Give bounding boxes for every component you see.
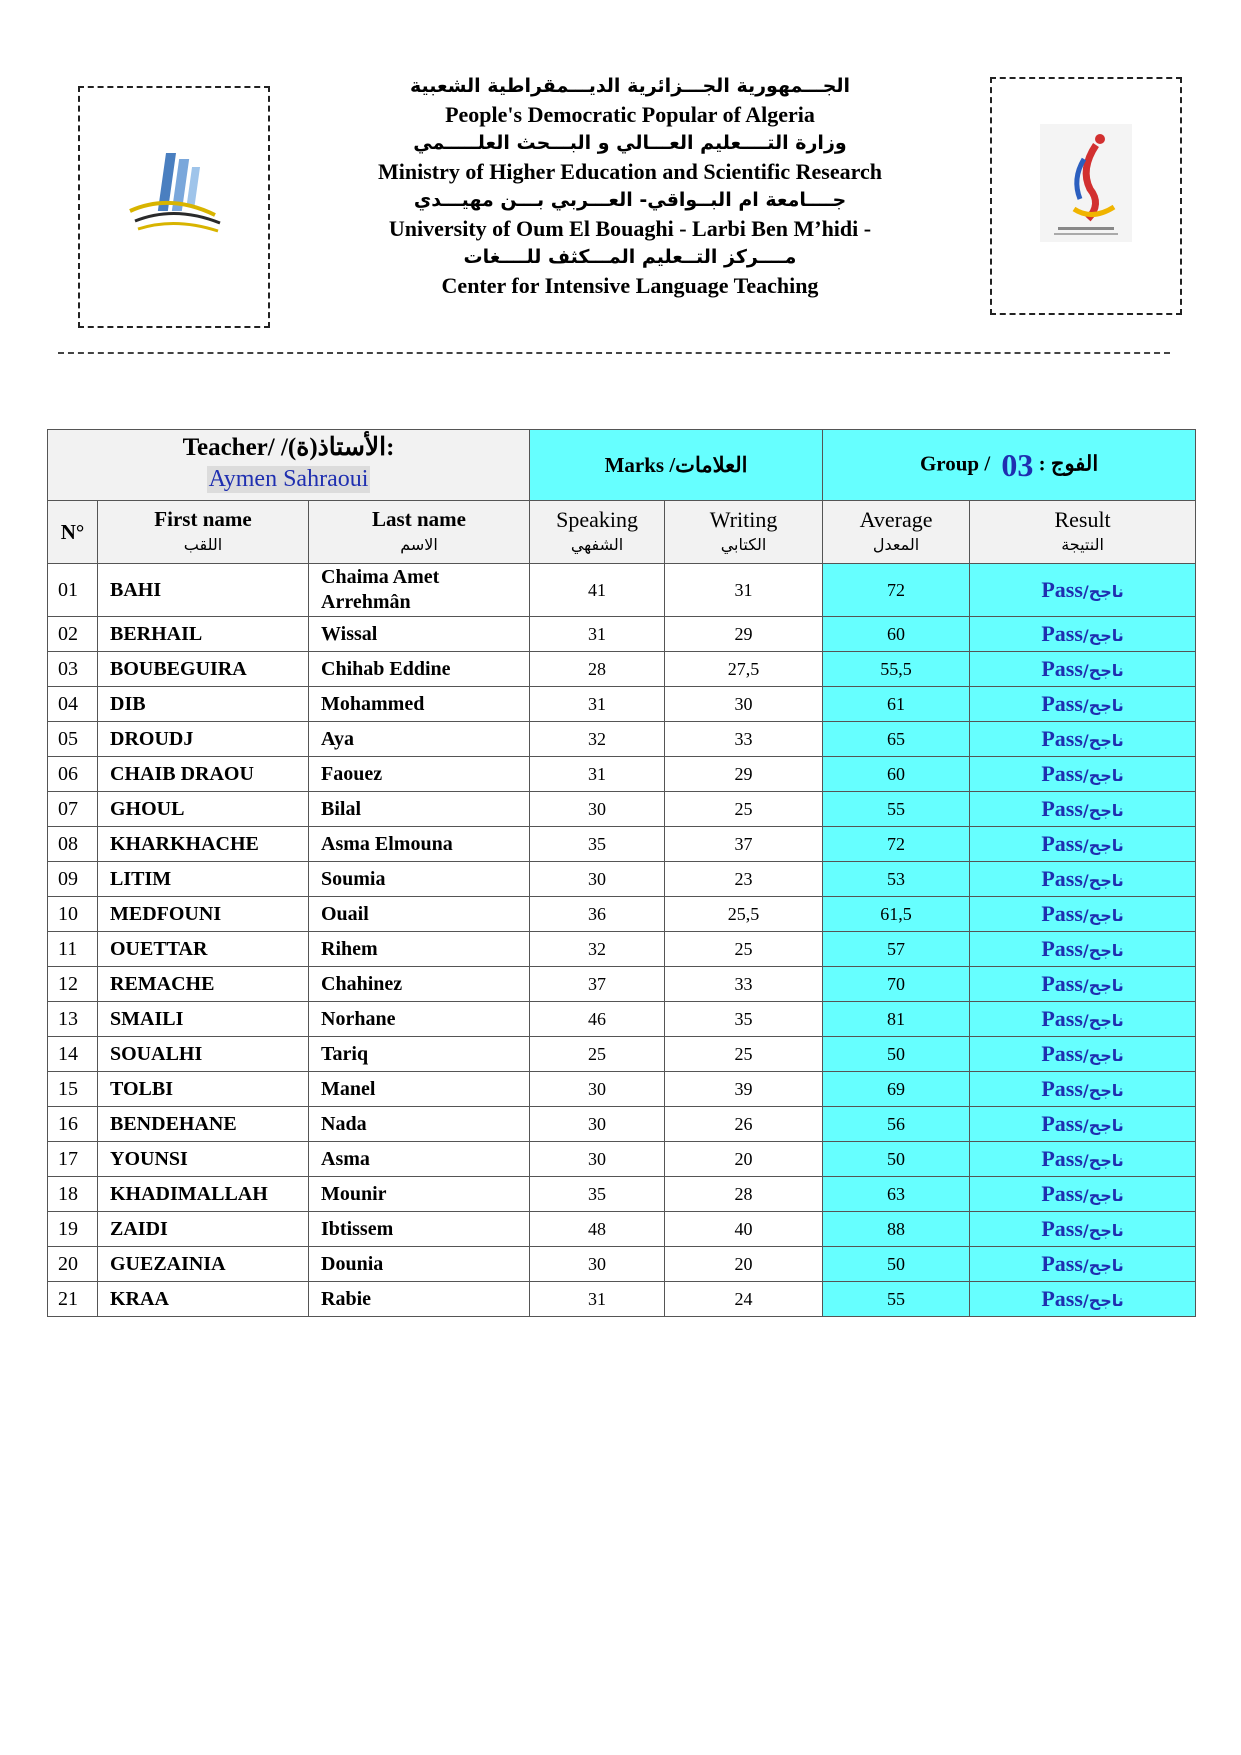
result-label-ar: /ناجح	[1082, 1081, 1124, 1100]
row-number: 01	[48, 564, 98, 617]
teacher-label: Teacher/ /الأستاذ(ة):	[182, 434, 395, 461]
result-label-ar: /ناجح	[1082, 1011, 1124, 1030]
header-ministry-en: Ministry of Higher Education and Scientific Research	[378, 159, 882, 184]
row-number: 06	[48, 757, 98, 792]
result-label: Pass	[1041, 691, 1083, 716]
col-header-first-name-label: First name	[154, 507, 252, 531]
last-name-cell: Ouail	[309, 897, 530, 932]
speaking-mark-cell: 25	[530, 1037, 665, 1072]
result-cell	[970, 722, 1196, 757]
header-university-en: University of Oum El Bouaghi - Larbi Ben M’hidi -	[388, 216, 872, 241]
speaking-mark-cell: 30	[530, 1072, 665, 1107]
speaking-mark-cell: 31	[530, 617, 665, 652]
writing-mark-cell: 20	[665, 1142, 823, 1177]
speaking-mark-cell: 31	[530, 1282, 665, 1317]
row-number: 11	[48, 932, 98, 967]
last-name-cell: Aya	[309, 722, 530, 757]
teacher-name: Aymen Sahraoui	[208, 466, 369, 492]
table-row	[48, 757, 1196, 792]
result-label: Pass	[1041, 621, 1083, 646]
result-cell	[970, 792, 1196, 827]
writing-mark-cell: 33	[665, 722, 823, 757]
row-number: 07	[48, 792, 98, 827]
row-number: 12	[48, 967, 98, 1002]
group-label: Group / الفوج :	[919, 450, 1099, 475]
speaking-mark-cell: 36	[530, 897, 665, 932]
first-name-cell: BAHI	[98, 564, 309, 617]
col-header-num	[48, 501, 98, 564]
result-label: Pass	[1041, 971, 1083, 996]
last-name-cell: Chaima Amet Arrehmân	[309, 564, 530, 617]
row-number: 17	[48, 1142, 98, 1177]
result-label-ar: /ناجح	[1082, 731, 1124, 750]
speaking-mark-cell: 30	[530, 792, 665, 827]
row-number: 20	[48, 1247, 98, 1282]
speaking-mark-cell: 37	[530, 967, 665, 1002]
col-header-first-name-ar: اللقب	[183, 535, 223, 554]
average-cell: 57	[823, 932, 970, 967]
writing-mark-cell: 25	[665, 1037, 823, 1072]
result-cell	[970, 687, 1196, 722]
row-number: 15	[48, 1072, 98, 1107]
table-row	[48, 1037, 1196, 1072]
left-logo-frame	[78, 86, 270, 328]
first-name-cell: CHAIB DRAOU	[98, 757, 309, 792]
result-label: Pass	[1041, 831, 1083, 856]
result-label-ar: /ناجح	[1082, 1046, 1124, 1065]
result-cell	[970, 1072, 1196, 1107]
writing-mark-cell: 37	[665, 827, 823, 862]
result-label-ar: /ناجح	[1082, 1256, 1124, 1275]
header-separator	[58, 352, 1170, 354]
header-republic-en: People's Democratic Popular of Algeria	[445, 102, 815, 127]
writing-mark-cell: 29	[665, 757, 823, 792]
table-row	[48, 1072, 1196, 1107]
first-name-cell: BOUBEGUIRA	[98, 652, 309, 687]
speaking-mark-cell: 31	[530, 687, 665, 722]
table-row	[48, 1002, 1196, 1037]
average-cell: 61,5	[823, 897, 970, 932]
result-label: Pass	[1041, 656, 1083, 681]
result-label-ar: /ناجح	[1082, 626, 1124, 645]
result-label: Pass	[1041, 1111, 1083, 1136]
header-university-ar: جــــامعة ام البــواقي- العـــربي بـــن مهيـــدي	[413, 189, 847, 211]
row-number: 09	[48, 862, 98, 897]
first-name-cell: MEDFOUNI	[98, 897, 309, 932]
document-header	[290, 72, 970, 300]
writing-mark-cell: 40	[665, 1212, 823, 1247]
writing-mark-cell: 30	[665, 687, 823, 722]
marks-label: Marks /العلامات	[604, 452, 748, 477]
table-row	[48, 1177, 1196, 1212]
col-header-writing-label: Writing	[709, 507, 778, 532]
row-number: 18	[48, 1177, 98, 1212]
average-cell: 55,5	[823, 652, 970, 687]
speaking-mark-cell: 35	[530, 827, 665, 862]
first-name-cell: KHARKHACHE	[98, 827, 309, 862]
table-row	[48, 1142, 1196, 1177]
group-number: 03	[1001, 446, 1034, 483]
average-cell: 55	[823, 1282, 970, 1317]
writing-mark-cell: 31	[665, 564, 823, 617]
result-cell	[970, 827, 1196, 862]
first-name-cell: YOUNSI	[98, 1142, 309, 1177]
result-label-ar: /ناجح	[1082, 941, 1124, 960]
result-label: Pass	[1041, 1251, 1083, 1276]
result-cell	[970, 1107, 1196, 1142]
table-row	[48, 722, 1196, 757]
result-label-ar: /ناجح	[1082, 836, 1124, 855]
result-cell	[970, 967, 1196, 1002]
writing-mark-cell: 35	[665, 1002, 823, 1037]
writing-mark-cell: 25,5	[665, 897, 823, 932]
result-cell	[970, 1212, 1196, 1247]
first-name-cell: SMAILI	[98, 1002, 309, 1037]
right-logo-frame	[990, 77, 1182, 315]
col-header-average	[823, 501, 970, 564]
last-name-cell: Wissal	[309, 617, 530, 652]
col-header-last-name-ar: الاسم	[400, 535, 438, 554]
speaking-mark-cell: 30	[530, 1247, 665, 1282]
average-cell: 50	[823, 1037, 970, 1072]
result-label-ar: /ناجح	[1082, 696, 1124, 715]
last-name-cell: Tariq	[309, 1037, 530, 1072]
average-cell: 53	[823, 862, 970, 897]
average-cell: 50	[823, 1247, 970, 1282]
col-header-result-label: Result	[1054, 507, 1111, 532]
result-cell	[970, 862, 1196, 897]
header-republic-ar: الجـــمهورية الجـــزائرية الديـــمقراطية الشعبية	[409, 75, 851, 97]
table-row	[48, 687, 1196, 722]
result-label: Pass	[1041, 1076, 1083, 1101]
first-name-cell: GUEZAINIA	[98, 1247, 309, 1282]
col-header-num-label: N°	[60, 519, 85, 544]
writing-mark-cell: 29	[665, 617, 823, 652]
last-name-cell: Asma	[309, 1142, 530, 1177]
last-name-cell: Chihab Eddine	[309, 652, 530, 687]
col-header-writing-ar: الكتابي	[720, 535, 767, 554]
last-name-cell: Rihem	[309, 932, 530, 967]
result-label-ar: /ناجح	[1082, 1116, 1124, 1135]
result-cell	[970, 1037, 1196, 1072]
result-cell	[970, 1282, 1196, 1317]
average-cell: 72	[823, 564, 970, 617]
col-header-last-name	[309, 501, 530, 564]
result-cell	[970, 757, 1196, 792]
result-label: Pass	[1041, 577, 1083, 602]
result-label-ar: /ناجح	[1082, 1221, 1124, 1240]
result-cell	[970, 897, 1196, 932]
speaking-mark-cell: 41	[530, 564, 665, 617]
speaking-mark-cell: 35	[530, 1177, 665, 1212]
writing-mark-cell: 24	[665, 1282, 823, 1317]
marks-cell	[530, 430, 823, 501]
col-header-first-name	[98, 501, 309, 564]
result-label: Pass	[1041, 1146, 1083, 1171]
average-cell: 65	[823, 722, 970, 757]
row-number: 08	[48, 827, 98, 862]
table-title-row	[48, 430, 1196, 501]
average-cell: 56	[823, 1107, 970, 1142]
writing-mark-cell: 27,5	[665, 652, 823, 687]
result-label: Pass	[1041, 1216, 1083, 1241]
first-name-cell: REMACHE	[98, 967, 309, 1002]
result-cell	[970, 564, 1196, 617]
table-row	[48, 1282, 1196, 1317]
result-label: Pass	[1041, 866, 1083, 891]
speaking-mark-cell: 32	[530, 722, 665, 757]
first-name-cell: LITIM	[98, 862, 309, 897]
table-row	[48, 617, 1196, 652]
result-label-ar: /ناجح	[1082, 1186, 1124, 1205]
average-cell: 55	[823, 792, 970, 827]
table-row	[48, 862, 1196, 897]
table-row	[48, 827, 1196, 862]
table-row	[48, 652, 1196, 687]
last-name-cell: Mounir	[309, 1177, 530, 1212]
speaking-mark-cell: 46	[530, 1002, 665, 1037]
average-cell: 88	[823, 1212, 970, 1247]
first-name-cell: TOLBI	[98, 1072, 309, 1107]
teacher-cell	[48, 430, 530, 501]
first-name-cell: KHADIMALLAH	[98, 1177, 309, 1212]
speaking-mark-cell: 30	[530, 862, 665, 897]
first-name-cell: DIB	[98, 687, 309, 722]
average-cell: 69	[823, 1072, 970, 1107]
table-row	[48, 792, 1196, 827]
result-cell	[970, 617, 1196, 652]
table-row	[48, 932, 1196, 967]
result-cell	[970, 1177, 1196, 1212]
result-label-ar: /ناجح	[1082, 1291, 1124, 1310]
table-row	[48, 897, 1196, 932]
average-cell: 60	[823, 617, 970, 652]
row-number: 16	[48, 1107, 98, 1142]
row-number: 04	[48, 687, 98, 722]
last-name-cell: Ibtissem	[309, 1212, 530, 1247]
row-number: 19	[48, 1212, 98, 1247]
col-header-last-name-label: Last name	[372, 507, 466, 531]
row-number: 02	[48, 617, 98, 652]
last-name-cell: Dounia	[309, 1247, 530, 1282]
col-header-speaking	[530, 501, 665, 564]
header-ministry-ar: وزارة التــــعليم العـــالي و البـــحث العلـــــمي	[413, 132, 847, 154]
table-row	[48, 1212, 1196, 1247]
header-center-en: Center for Intensive Language Teaching	[441, 273, 819, 298]
col-header-speaking-label: Speaking	[556, 507, 638, 532]
table-row	[48, 967, 1196, 1002]
average-cell: 81	[823, 1002, 970, 1037]
result-label: Pass	[1041, 901, 1083, 926]
result-cell	[970, 652, 1196, 687]
writing-mark-cell: 25	[665, 792, 823, 827]
last-name-cell: Mohammed	[309, 687, 530, 722]
col-header-average-label: Average	[859, 507, 933, 532]
speaking-mark-cell: 28	[530, 652, 665, 687]
speaking-mark-cell: 30	[530, 1142, 665, 1177]
first-name-cell: KRAA	[98, 1282, 309, 1317]
row-number: 10	[48, 897, 98, 932]
speaking-mark-cell: 31	[530, 757, 665, 792]
results-table	[47, 429, 1196, 1317]
average-cell: 60	[823, 757, 970, 792]
result-label-ar: /ناجح	[1082, 661, 1124, 680]
writing-mark-cell: 33	[665, 967, 823, 1002]
first-name-cell: ZAIDI	[98, 1212, 309, 1247]
row-number: 05	[48, 722, 98, 757]
first-name-cell: GHOUL	[98, 792, 309, 827]
last-name-cell: Manel	[309, 1072, 530, 1107]
result-label: Pass	[1041, 1286, 1083, 1311]
header-center-ar: مــــركز التــعليم المـــكثف للــــغات	[463, 246, 797, 268]
result-label: Pass	[1041, 936, 1083, 961]
writing-mark-cell: 23	[665, 862, 823, 897]
row-number: 21	[48, 1282, 98, 1317]
result-label-ar: /ناجح	[1082, 1151, 1124, 1170]
first-name-cell: BERHAIL	[98, 617, 309, 652]
result-label-ar: /ناجح	[1082, 582, 1124, 601]
table-row	[48, 564, 1196, 617]
result-label-ar: /ناجح	[1082, 976, 1124, 995]
speaking-mark-cell: 32	[530, 932, 665, 967]
last-name-cell: Faouez	[309, 757, 530, 792]
result-cell	[970, 1142, 1196, 1177]
writing-mark-cell: 28	[665, 1177, 823, 1212]
speaking-mark-cell: 30	[530, 1107, 665, 1142]
result-label-ar: /ناجح	[1082, 906, 1124, 925]
result-label: Pass	[1041, 796, 1083, 821]
university-logo-icon	[80, 88, 268, 326]
column-header-row	[48, 501, 1196, 564]
result-label: Pass	[1041, 761, 1083, 786]
average-cell: 72	[823, 827, 970, 862]
first-name-cell: OUETTAR	[98, 932, 309, 967]
center-logo-icon	[992, 79, 1180, 313]
last-name-cell: Norhane	[309, 1002, 530, 1037]
table-row	[48, 1247, 1196, 1282]
last-name-cell: Asma Elmouna	[309, 827, 530, 862]
row-number: 13	[48, 1002, 98, 1037]
result-label: Pass	[1041, 1181, 1083, 1206]
last-name-cell: Bilal	[309, 792, 530, 827]
writing-mark-cell: 25	[665, 932, 823, 967]
last-name-cell: Soumia	[309, 862, 530, 897]
average-cell: 50	[823, 1142, 970, 1177]
col-header-result	[970, 501, 1196, 564]
average-cell: 70	[823, 967, 970, 1002]
col-header-speaking-ar: الشفهي	[570, 535, 624, 554]
writing-mark-cell: 26	[665, 1107, 823, 1142]
last-name-cell: Rabie	[309, 1282, 530, 1317]
average-cell: 61	[823, 687, 970, 722]
result-label-ar: /ناجح	[1082, 766, 1124, 785]
col-header-writing	[665, 501, 823, 564]
col-header-result-ar: النتيجة	[1061, 535, 1104, 554]
last-name-cell: Chahinez	[309, 967, 530, 1002]
first-name-cell: BENDEHANE	[98, 1107, 309, 1142]
col-header-average-ar: المعدل	[872, 535, 920, 554]
result-label: Pass	[1041, 1006, 1083, 1031]
result-cell	[970, 932, 1196, 967]
row-number: 14	[48, 1037, 98, 1072]
writing-mark-cell: 39	[665, 1072, 823, 1107]
result-cell	[970, 1002, 1196, 1037]
speaking-mark-cell: 48	[530, 1212, 665, 1247]
result-cell	[970, 1247, 1196, 1282]
average-cell: 63	[823, 1177, 970, 1212]
row-number: 03	[48, 652, 98, 687]
first-name-cell: SOUALHI	[98, 1037, 309, 1072]
group-cell	[823, 430, 1196, 501]
result-label: Pass	[1041, 726, 1083, 751]
result-label-ar: /ناجح	[1082, 871, 1124, 890]
writing-mark-cell: 20	[665, 1247, 823, 1282]
result-label: Pass	[1041, 1041, 1083, 1066]
result-label-ar: /ناجح	[1082, 801, 1124, 820]
table-row	[48, 1107, 1196, 1142]
last-name-cell: Nada	[309, 1107, 530, 1142]
first-name-cell: DROUDJ	[98, 722, 309, 757]
